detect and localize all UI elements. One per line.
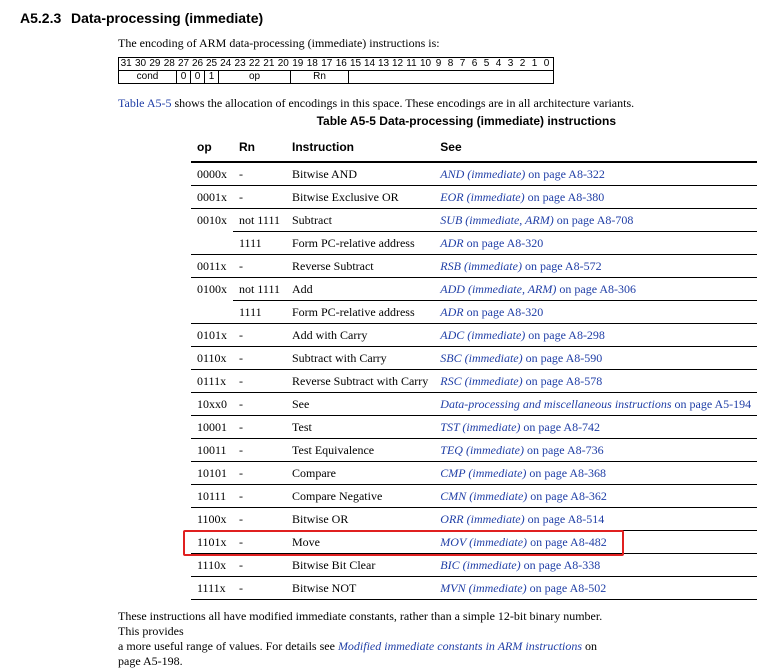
cell-op: 10xx0	[191, 393, 233, 416]
bit-number: 20	[277, 58, 289, 69]
see-link-page: on page A8-320	[463, 304, 544, 319]
cell-op: 1100x	[191, 508, 233, 531]
cell-op: 10111	[191, 485, 233, 508]
cell-rn: -	[233, 416, 286, 439]
bit-number: 5	[481, 58, 493, 71]
cell-rn: -	[233, 462, 286, 485]
cell-rn: -	[233, 577, 286, 600]
cell-op: 0111x	[191, 370, 233, 393]
section-number: A5.2.3	[20, 10, 62, 26]
cell-instruction: Add	[286, 278, 434, 301]
cell-see	[434, 485, 757, 508]
table-row	[191, 232, 757, 255]
cell-instruction: Bitwise AND	[286, 162, 434, 186]
cell-instruction: Move	[286, 531, 434, 554]
cell-instruction: Bitwise NOT	[286, 577, 434, 600]
see-link-page: on page A8-306	[556, 281, 637, 296]
cell-op: 10001	[191, 416, 233, 439]
field-op: op	[219, 71, 291, 84]
see-link-page: on page A8-320	[463, 235, 544, 250]
footer-line1: These instructions all have modified immediate constants, rather than a simple 12-bit binary number. This provides	[118, 609, 603, 638]
see-link-page: on page A8-362	[527, 488, 607, 503]
see-link[interactable]	[440, 512, 604, 526]
field-rn: Rn	[291, 71, 349, 84]
cell-see	[434, 162, 757, 186]
footer-paragraph	[118, 609, 618, 669]
cell-rn: 1111	[233, 301, 286, 324]
cell-rn: -	[233, 531, 286, 554]
see-link-page: on page A8-338	[520, 557, 601, 572]
table-row	[191, 347, 757, 370]
cell-op: 0101x	[191, 324, 233, 347]
cell-see	[434, 393, 757, 416]
cell-op: 10101	[191, 462, 233, 485]
see-link[interactable]	[440, 558, 600, 572]
cell-rn: -	[233, 324, 286, 347]
bit-number: 0	[541, 58, 554, 71]
see-link[interactable]	[440, 420, 600, 434]
see-link[interactable]	[440, 374, 602, 388]
bit-number: 15	[349, 58, 362, 69]
bit-number: 19	[292, 58, 304, 69]
see-link-page: on page A8-482	[527, 534, 607, 549]
bit-number: 14	[363, 58, 376, 69]
see-link-page: on page A8-578	[522, 373, 603, 388]
see-link-title: ADR	[440, 235, 464, 250]
header-see: See	[434, 133, 757, 162]
field-rest	[349, 71, 554, 84]
cell-rn: -	[233, 439, 286, 462]
cell-instruction: Bitwise OR	[286, 508, 434, 531]
table-row	[191, 370, 757, 393]
bit-number: 31	[119, 58, 134, 71]
bit-number: 27	[177, 58, 190, 69]
table-row	[191, 508, 757, 531]
encoding-diagram	[118, 57, 554, 84]
table-row	[191, 439, 757, 462]
section-heading	[20, 10, 263, 26]
see-link-title: EOR (immediate)	[440, 189, 525, 204]
cell-instruction: Subtract	[286, 209, 434, 232]
cell-see	[434, 508, 757, 531]
see-link-page: on page A8-590	[522, 350, 603, 365]
cell-see	[434, 577, 757, 600]
cell-rn: -	[233, 485, 286, 508]
cell-see	[434, 370, 757, 393]
cell-see	[434, 416, 757, 439]
bit-number: 9	[433, 58, 445, 71]
field-bit26: 0	[191, 71, 205, 84]
see-link-title: MVN (immediate)	[440, 580, 527, 595]
cell-op: 1101x	[191, 531, 233, 554]
bit-number: 25	[205, 58, 218, 69]
cell-op: 0011x	[191, 255, 233, 278]
table-reference-rest: shows the allocation of encodings in this space. These encodings are in all architecture variants.	[171, 96, 635, 110]
bit-number: 26	[191, 58, 204, 69]
see-link-title: MOV (immediate)	[440, 534, 528, 549]
cell-op: 0010x	[197, 212, 227, 227]
see-link-page: on page A8-572	[521, 258, 602, 273]
table-row	[191, 301, 757, 324]
cell-instruction: Test	[286, 416, 434, 439]
bit-number: 22	[248, 58, 261, 69]
see-link-title: ADC (immediate)	[440, 327, 526, 342]
see-link[interactable]	[440, 328, 605, 342]
cell-op: 1111x	[191, 577, 233, 600]
see-link-page: on page A8-708	[553, 212, 634, 227]
cell-see	[434, 255, 757, 278]
header-instruction: Instruction	[286, 133, 434, 162]
see-link-title: CMP (immediate)	[440, 465, 527, 480]
bit-number: 3	[505, 58, 517, 71]
bit-number: 29	[149, 58, 161, 69]
see-link-title: BIC (immediate)	[440, 557, 521, 572]
cell-instruction: Bitwise Exclusive OR	[286, 186, 434, 209]
see-link-title: ADR	[440, 304, 464, 319]
field-bit27: 0	[177, 71, 191, 84]
cell-op: 10011	[191, 439, 233, 462]
cell-see	[434, 462, 757, 485]
see-link-title: RSB (immediate)	[440, 258, 522, 273]
cell-rn: not 1111	[233, 278, 286, 301]
see-link-title: SUB (immediate, ARM)	[440, 212, 554, 227]
cell-rn: -	[233, 255, 286, 278]
bit-number: 21	[263, 58, 275, 69]
cell-see	[434, 186, 757, 209]
bit-number: 16	[335, 58, 347, 69]
highlight-box	[183, 530, 624, 556]
bit-number: 24	[220, 58, 232, 69]
see-link-title: SBC (immediate)	[440, 350, 523, 365]
see-link-title: Data-processing and miscellaneous instructions	[440, 396, 672, 411]
see-link-title: RSC (immediate)	[440, 373, 523, 388]
bit-number: 12	[391, 58, 404, 69]
see-link[interactable]	[440, 489, 607, 503]
bit-number: 6	[469, 58, 481, 71]
cell-op	[191, 232, 233, 255]
cell-rn: -	[233, 554, 286, 577]
table-row	[191, 577, 757, 600]
table-header-row	[191, 133, 757, 162]
table-row	[191, 393, 757, 416]
cell-see	[434, 301, 757, 324]
table-row	[191, 255, 757, 278]
see-link[interactable]	[440, 397, 751, 411]
see-link[interactable]	[440, 259, 601, 273]
see-link-page: on page A8-742	[520, 419, 601, 434]
bit-number: 1	[529, 58, 541, 71]
table-row	[191, 416, 757, 439]
see-link-title: AND (immediate)	[440, 166, 526, 181]
cell-op: 0001x	[191, 186, 233, 209]
see-link-title: ADD (immediate, ARM)	[440, 281, 557, 296]
cell-see	[434, 232, 757, 255]
intro-text: The encoding of ARM data-processing (immediate) instructions is:	[118, 36, 440, 50]
cell-instruction: Bitwise Bit Clear	[286, 554, 434, 577]
cell-instruction: Test Equivalence	[286, 439, 434, 462]
cell-rn: -	[233, 162, 286, 186]
see-link-page: on page A8-322	[525, 166, 605, 181]
see-link[interactable]	[440, 282, 636, 296]
see-link[interactable]	[440, 443, 603, 457]
bit-number: 23	[234, 58, 246, 69]
cell-instruction: Form PC-relative address	[286, 301, 434, 324]
table-row	[191, 324, 757, 347]
cell-instruction: Reverse Subtract with Carry	[286, 370, 434, 393]
cell-instruction: Compare	[286, 462, 434, 485]
cell-see	[434, 324, 757, 347]
cell-op: 0100x	[197, 281, 227, 296]
cell-instruction: Form PC-relative address	[286, 232, 434, 255]
cell-see	[434, 439, 757, 462]
cell-instruction: Add with Carry	[286, 324, 434, 347]
table-row	[191, 485, 757, 508]
bit-number: 30	[134, 58, 147, 69]
table-row	[191, 162, 757, 186]
bit-number: 28	[163, 58, 175, 69]
bit-number: 18	[306, 58, 318, 69]
bit-number: 7	[457, 58, 469, 71]
bit-number: 8	[445, 58, 457, 71]
cell-op: 1110x	[191, 554, 233, 577]
cell-instruction: Compare Negative	[286, 485, 434, 508]
header-rn: Rn	[233, 133, 286, 162]
bit-number: 2	[517, 58, 529, 71]
see-link[interactable]	[440, 236, 543, 250]
bit-number: 4	[493, 58, 505, 71]
cell-op: 0110x	[191, 347, 233, 370]
cell-instruction: See	[286, 393, 434, 416]
cell-rn: 1111	[233, 232, 286, 255]
see-link-page: on page A5-194	[671, 396, 752, 411]
see-link[interactable]	[440, 351, 602, 365]
see-link-page: on page A8-298	[525, 327, 605, 342]
table-row	[191, 554, 757, 577]
cell-rn: -	[233, 370, 286, 393]
footer-line2-post: on page A5-198.	[118, 639, 598, 668]
see-link-page: on page A8-380	[524, 189, 605, 204]
table-row	[191, 278, 757, 301]
cell-rn: -	[233, 393, 286, 416]
encoding-fields-row	[119, 71, 554, 84]
footer-line2-pre: a more useful range of values. For details see	[118, 639, 338, 653]
table-caption: Table A5-5 Data-processing (immediate) instructions	[316, 114, 616, 128]
see-link-title: ORR (immediate)	[440, 511, 525, 526]
cell-instruction: Reverse Subtract	[286, 255, 434, 278]
cell-see	[434, 347, 757, 370]
see-link-title: TEQ (immediate)	[440, 442, 524, 457]
modified-immediate-link[interactable]	[338, 639, 582, 653]
table-reference-text	[118, 96, 634, 111]
cell-rn: not 1111	[233, 209, 286, 232]
cell-op: 0000x	[191, 162, 233, 186]
see-link[interactable]	[440, 167, 605, 181]
cell-see	[434, 209, 757, 232]
cell-rn: -	[233, 186, 286, 209]
section-title: Data-processing (immediate)	[71, 10, 264, 26]
bit-number: 10	[419, 58, 432, 69]
see-link[interactable]	[440, 213, 633, 227]
see-link[interactable]	[440, 581, 606, 595]
see-link-page: on page A8-368	[526, 465, 607, 480]
field-bit25: 1	[205, 71, 219, 84]
cell-op	[191, 301, 233, 324]
table-a5-5-link[interactable]: Table A5-5	[118, 96, 172, 110]
table-row	[191, 462, 757, 485]
table-row	[191, 186, 757, 209]
see-link-title: CMN (immediate)	[440, 488, 528, 503]
see-link-page: on page A8-502	[526, 580, 607, 595]
cell-instruction: Subtract with Carry	[286, 347, 434, 370]
cell-see	[434, 554, 757, 577]
see-link[interactable]	[440, 190, 604, 204]
see-link-title: TST (immediate)	[440, 419, 521, 434]
bit-numbers-row	[119, 58, 554, 71]
bit-number: 11	[406, 58, 417, 69]
see-link-page: on page A8-514	[524, 511, 605, 526]
cell-see	[434, 278, 757, 301]
see-link[interactable]	[440, 466, 606, 480]
modified-immediate-link-text: Modified immediate constants in ARM instructions	[337, 639, 583, 653]
header-op: op	[191, 133, 233, 162]
cell-rn: -	[233, 347, 286, 370]
cell-rn: -	[233, 508, 286, 531]
bit-number: 17	[321, 58, 333, 69]
table-row	[191, 209, 757, 232]
bit-number: 13	[377, 58, 390, 69]
see-link-page: on page A8-736	[523, 442, 604, 457]
see-link[interactable]	[440, 305, 543, 319]
field-cond: cond	[119, 71, 177, 84]
